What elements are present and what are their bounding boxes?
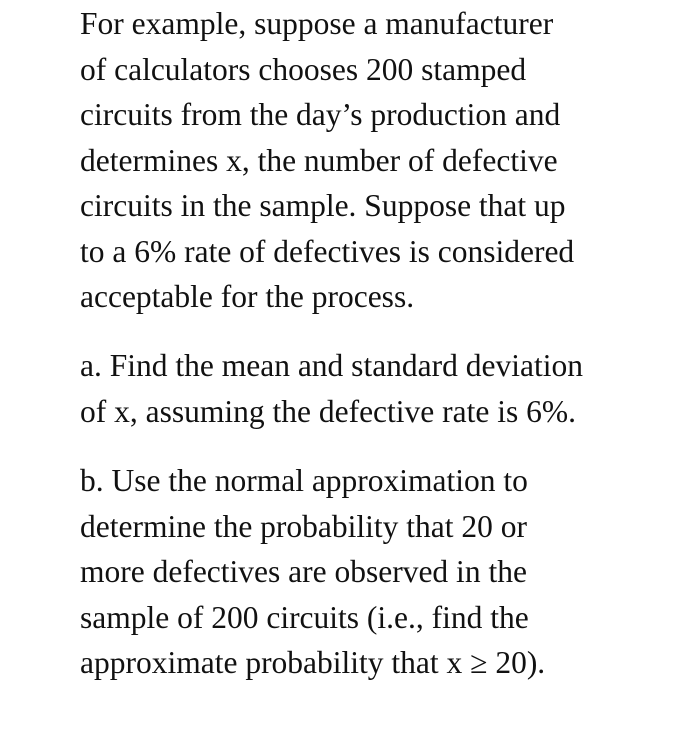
intro-line: of calculators chooses 200 stamped <box>80 51 527 87</box>
intro-line: circuits from the day’s production and <box>80 97 561 132</box>
part-b-line: approximate probability that x ≥ 20). <box>80 645 546 680</box>
intro-paragraph <box>80 1 574 320</box>
intro-line: to a 6% rate of defectives is considered <box>80 233 575 269</box>
part-a-line: a. Find the mean and standard deviation <box>80 348 583 383</box>
part-b-line: determine the probability that 20 or <box>80 508 527 544</box>
part-b-paragraph <box>80 458 545 686</box>
intro-line: For example, suppose a manufacturer <box>80 6 554 41</box>
part-a-line: of x, assuming the defective rate is 6%. <box>80 393 576 429</box>
intro-line: circuits in the sample. Suppose that up <box>80 188 566 223</box>
part-a-paragraph <box>80 343 583 434</box>
intro-line: acceptable for the process. <box>80 279 415 314</box>
part-b-line: sample of 200 circuits (i.e., find the <box>80 599 529 635</box>
intro-line: determines x, the number of defective <box>80 142 558 178</box>
part-b-line: b. Use the normal approximation to <box>80 463 528 498</box>
part-b-line: more defectives are observed in the <box>80 554 527 589</box>
